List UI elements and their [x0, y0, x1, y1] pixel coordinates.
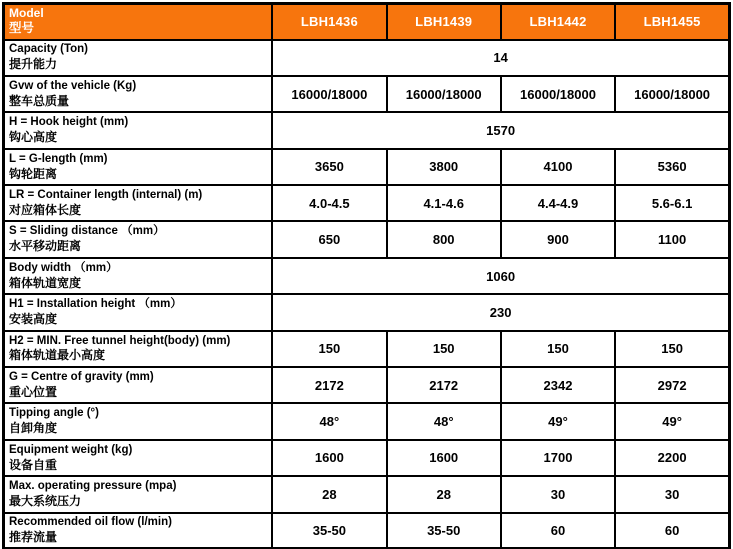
spec-label-zh: 整车总质量 [9, 93, 70, 108]
spec-label [4, 331, 273, 367]
spec-label-zh: 提升能力 [9, 57, 58, 72]
spec-value: 150 [387, 331, 501, 367]
header-col-lbh1455: LBH1455 [615, 4, 729, 40]
table-header [4, 4, 730, 40]
header-model-cell [4, 4, 273, 40]
spec-value: 2172 [272, 367, 386, 403]
header-col-lbh1436: LBH1436 [272, 4, 386, 40]
spec-label-en: L = G-length (mm) [9, 152, 108, 165]
spec-label-en: Max. operating pressure (mpa) [9, 480, 177, 493]
spec-value: 4.4-4.9 [501, 185, 615, 221]
spec-value: 30 [501, 476, 615, 512]
spec-value: 16000/18000 [615, 76, 729, 112]
spec-value: 28 [387, 476, 501, 512]
header-col-lbh1439: LBH1439 [387, 4, 501, 40]
spec-label-en: G = Centre of gravity (mm) [9, 370, 154, 383]
spec-label [4, 513, 273, 549]
spec-value: 1700 [501, 440, 615, 476]
spec-value: 150 [615, 331, 729, 367]
spec-label-en: Body width （mm） [9, 261, 118, 274]
spec-label [4, 258, 273, 294]
spec-label-zh: 钩轮距离 [9, 166, 58, 181]
table-row-body-width [4, 258, 730, 294]
spec-label-zh: 箱体轨道宽度 [9, 275, 82, 290]
spec-value: 2972 [615, 367, 729, 403]
header-col-lbh1442: LBH1442 [501, 4, 615, 40]
spec-value: 16000/18000 [387, 76, 501, 112]
table-row-hook-height [4, 112, 730, 148]
spec-label [4, 367, 273, 403]
spec-value: 48° [272, 403, 386, 439]
spec-label-zh: 对应箱体长度 [9, 202, 82, 217]
spec-value: 16000/18000 [272, 76, 386, 112]
table-row-tipping-angle [4, 403, 730, 439]
spec-value: 28 [272, 476, 386, 512]
spec-label [4, 403, 273, 439]
spec-value: 900 [501, 221, 615, 257]
spec-value: 2342 [501, 367, 615, 403]
table-row-sliding-distance [4, 221, 730, 257]
spec-label-zh: 重心位置 [9, 384, 58, 399]
header-model-label-en: Model [9, 6, 44, 21]
specification-table [2, 2, 731, 549]
spec-value-span: 14 [272, 40, 729, 76]
spec-label-en: Equipment weight (kg) [9, 443, 133, 456]
spec-value: 35-50 [387, 513, 501, 549]
spec-value: 1100 [615, 221, 729, 257]
spec-label-en: S = Sliding distance （mm） [9, 225, 165, 238]
spec-label [4, 440, 273, 476]
spec-label [4, 149, 273, 185]
spec-label-zh: 钩心高度 [9, 130, 58, 145]
spec-value: 4100 [501, 149, 615, 185]
table-row-operating-pressure [4, 476, 730, 512]
spec-value: 60 [501, 513, 615, 549]
spec-label-zh: 箱体轨道最小高度 [9, 348, 106, 363]
table-row-free-tunnel-height [4, 331, 730, 367]
spec-value: 650 [272, 221, 386, 257]
spec-label-zh: 最大系统压力 [9, 494, 82, 509]
spec-label-en: Gvw of the vehicle (Kg) [9, 79, 137, 92]
spec-label [4, 476, 273, 512]
table-row-g-length [4, 149, 730, 185]
table-row-equipment-weight [4, 440, 730, 476]
spec-label [4, 112, 273, 148]
table-row-capacity [4, 40, 730, 76]
table-row-container-length [4, 185, 730, 221]
spec-value: 30 [615, 476, 729, 512]
spec-label-en: H2 = MIN. Free tunnel height(body) (mm) [9, 334, 231, 347]
spec-value: 4.1-4.6 [387, 185, 501, 221]
spec-label-en: H1 = Installation height （mm） [9, 298, 182, 311]
spec-value: 49° [501, 403, 615, 439]
spec-value: 3650 [272, 149, 386, 185]
spec-label-en: LR = Container length (internal) (m) [9, 188, 203, 201]
spec-label-en: Capacity (Ton) [9, 43, 89, 56]
spec-value: 150 [501, 331, 615, 367]
table-row-centre-of-gravity [4, 367, 730, 403]
spec-label-en: H = Hook height (mm) [9, 116, 129, 129]
spec-label-zh: 设备自重 [9, 457, 58, 472]
spec-value: 5360 [615, 149, 729, 185]
spec-label [4, 294, 273, 330]
spec-label [4, 76, 273, 112]
spec-label [4, 185, 273, 221]
spec-value: 4.0-4.5 [272, 185, 386, 221]
spec-value-span: 230 [272, 294, 729, 330]
spec-value: 1600 [387, 440, 501, 476]
spec-value-span: 1570 [272, 112, 729, 148]
spec-value: 5.6-6.1 [615, 185, 729, 221]
spec-label-en: Recommended oil flow (l/min) [9, 516, 172, 529]
spec-value: 49° [615, 403, 729, 439]
spec-value: 150 [272, 331, 386, 367]
spec-label-zh: 推荐流量 [9, 530, 58, 545]
spec-value: 16000/18000 [501, 76, 615, 112]
spec-value: 48° [387, 403, 501, 439]
spec-label [4, 40, 273, 76]
spec-value: 35-50 [272, 513, 386, 549]
spec-label-en: Tipping angle (°) [9, 407, 99, 420]
header-model-label-zh: 型号 [9, 21, 35, 36]
spec-value: 2200 [615, 440, 729, 476]
spec-value-span: 1060 [272, 258, 729, 294]
spec-value: 1600 [272, 440, 386, 476]
spec-value: 800 [387, 221, 501, 257]
spec-label-zh: 自卸角度 [9, 421, 58, 436]
header-row [4, 4, 730, 40]
table-row-installation-height [4, 294, 730, 330]
spec-label-zh: 水平移动距离 [9, 239, 82, 254]
spec-label [4, 221, 273, 257]
table-row-gvw [4, 76, 730, 112]
table-row-oil-flow [4, 513, 730, 549]
spec-label-zh: 安装高度 [9, 312, 58, 327]
spec-value: 60 [615, 513, 729, 549]
spec-value: 3800 [387, 149, 501, 185]
table-body [4, 40, 730, 549]
spec-value: 2172 [387, 367, 501, 403]
